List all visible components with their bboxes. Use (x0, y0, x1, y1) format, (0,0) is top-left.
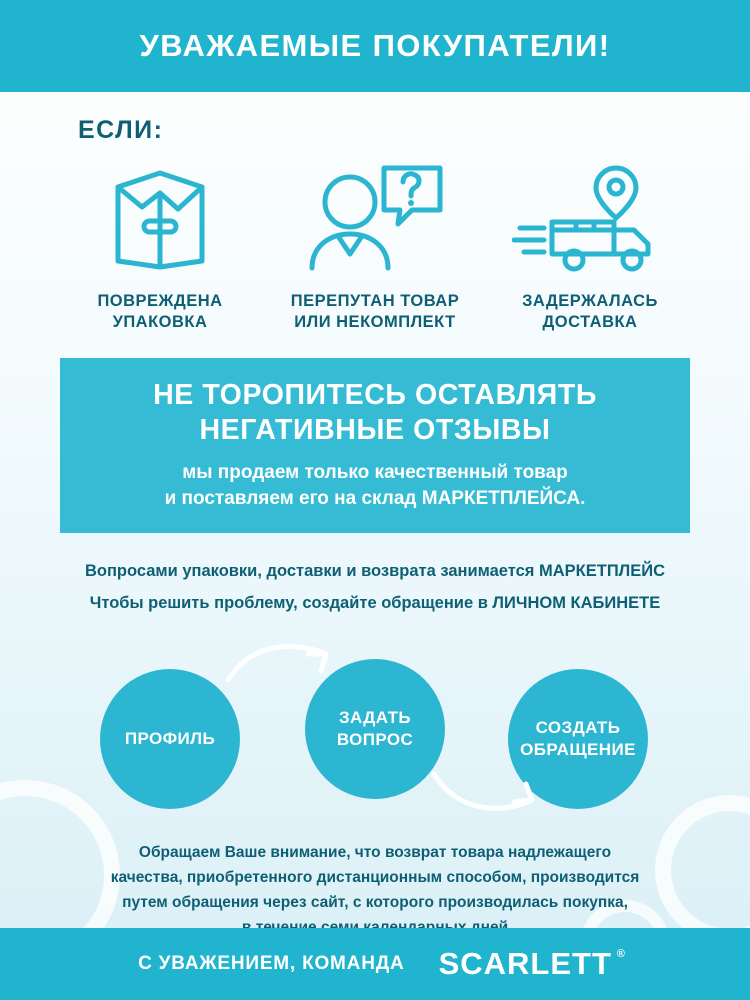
reason-caption: ПЕРЕПУТАН ТОВАР ИЛИ НЕКОМПЛЕКТ (290, 292, 460, 331)
banner-subline: мы продаем только качественный товар и поставляем его на склад МАРКЕТПЛЕЙСА. (164, 462, 586, 509)
notes-block (0, 555, 750, 619)
registered-mark: ® (616, 948, 625, 960)
brand-name: SCARLETT (438, 946, 612, 981)
footer-bar (0, 928, 750, 1000)
delivery-truck-icon (485, 159, 695, 279)
step-create-request[interactable]: СОЗДАТЬ ОБРАЩЕНИЕ (508, 669, 648, 809)
reason-caption: ПОВРЕЖДЕНА УПАКОВКА (97, 292, 223, 331)
step-profile[interactable]: ПРОФИЛЬ (100, 669, 240, 809)
arrow-right-icon (222, 634, 342, 689)
if-label: ЕСЛИ: (78, 116, 164, 144)
sign-off-text: С УВАЖЕНИЕМ, КОМАНДА (138, 953, 405, 974)
note-line: Вопросами упаковки, доставки и возврата занимается МАРКЕТПЛЕЙС (84, 562, 666, 581)
disclaimer-text: Обращаем Ваше внимание, что возврат товара надлежащего качества, приобретенного дистанционным способом, производится путем обращения через сайт, с которого производилась покупка, (110, 843, 640, 911)
steps-flow (0, 634, 750, 824)
brand-logo (438, 946, 625, 982)
damaged-box-icon (55, 159, 265, 279)
page-title: УВАЖАЕМЫЕ ПОКУПАТЕЛИ! (139, 28, 611, 63)
reason-item (270, 159, 480, 332)
note-line: Чтобы решить проблему, создайте обращение в ЛИЧНОМ КАБИНЕТЕ (89, 594, 661, 613)
reasons-row (0, 145, 750, 332)
reason-item (485, 159, 695, 332)
warning-banner (60, 358, 690, 533)
arrow-right-icon (428, 764, 548, 824)
person-question-icon (270, 159, 480, 279)
reason-caption: ЗАДЕРЖАЛАСЬ ДОСТАВКА (522, 292, 658, 331)
banner-headline: НЕ ТОРОПИТЕСЬ ОСТАВЛЯТЬ НЕГАТИВНЫЕ ОТЗЫВЫ (153, 379, 597, 447)
header-banner (0, 0, 750, 92)
step-ask-question[interactable]: ЗАДАТЬ ВОПРОС (305, 659, 445, 799)
reason-item (55, 159, 265, 332)
